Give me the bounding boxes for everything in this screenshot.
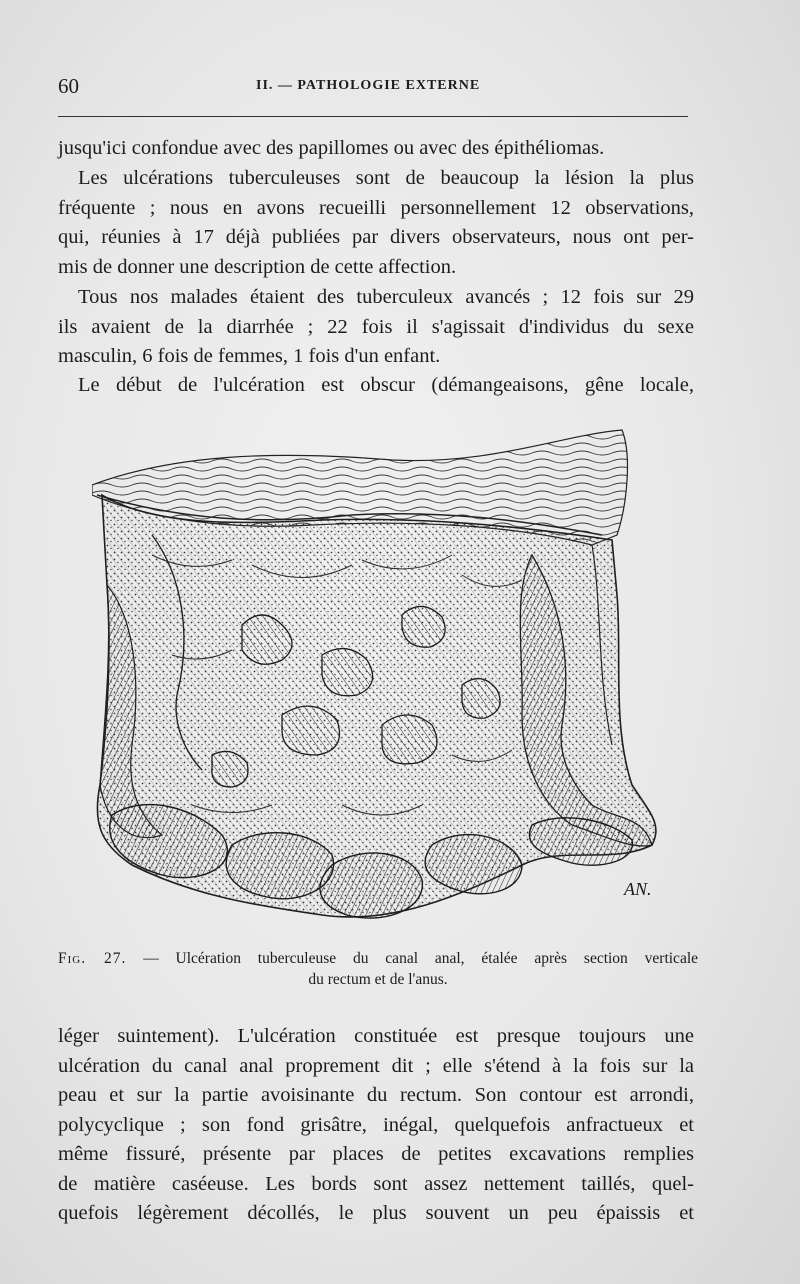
engraver-signature: AN. [624, 879, 652, 899]
text-line: peau et sur la partie avoisinante du rectum. Son contour est arrondi, [58, 1084, 694, 1106]
text-line: mis de donner une description de cette affection. [58, 255, 457, 278]
header-rule [58, 116, 688, 117]
text-line: même fissuré, présente par places de petites excavations remplies [58, 1143, 694, 1165]
text-line: jusqu'ici confondue avec des papillomes ou avec des épithéliomas. [58, 137, 605, 159]
text-line: Les ulcérations tuberculeuses sont de beaucoup la lésion la plus [78, 167, 694, 189]
paragraph-1 [58, 134, 694, 164]
caption-line-2: du rectum et de l'anus. [308, 971, 448, 988]
text-line: Le début de l'ulcération est obscur (démangeaisons, gêne locale, [78, 374, 694, 396]
page-header [58, 74, 694, 104]
running-head: II. — PATHOLOGIE EXTERNE [256, 78, 481, 93]
figure-caption [58, 948, 698, 990]
text-line: fréquente ; nous en avons recueilli personnellement 12 observations, [58, 196, 694, 219]
text-line: léger suintement). L'ulcération constituée est presque toujours une [58, 1025, 694, 1047]
text-line: ils avaient de la diarrhée ; 22 fois il s'agissait d'individus du sexe [58, 315, 694, 338]
text-line: polycyclique ; son fond grisâtre, inégal, quelquefois anfractueux et [58, 1113, 694, 1136]
page-number: 60 [58, 74, 79, 98]
text-line: qui, réunies à 17 déjà publiées par divers observateurs, nous ont per- [58, 226, 694, 248]
text-line: masculin, 6 fois de femmes, 1 fois d'un enfant. [58, 345, 441, 367]
paragraph-5 [58, 1022, 694, 1229]
text-line: ulcération du canal anal proprement dit ; elle s'étend à la fois sur la [58, 1054, 694, 1077]
text-line: quefois légèrement décollés, le plus souvent un peu épaissis et [58, 1202, 694, 1224]
paragraph-4 [58, 371, 694, 401]
figure-illustration [92, 425, 676, 935]
caption-text-1: — Ulcération tuberculeuse du canal anal, étalée après section verticale [143, 950, 699, 967]
text-line: de matière caséeuse. Les bords sont assez nettement taillés, quel- [58, 1172, 694, 1195]
paragraph-3 [58, 283, 694, 372]
paragraph-2 [58, 164, 694, 282]
figure-label: Fig. 27. [58, 950, 127, 967]
text-line: Tous nos malades étaient des tuberculeux avancés ; 12 fois sur 29 [78, 286, 694, 308]
caption-line-1 [58, 948, 698, 969]
